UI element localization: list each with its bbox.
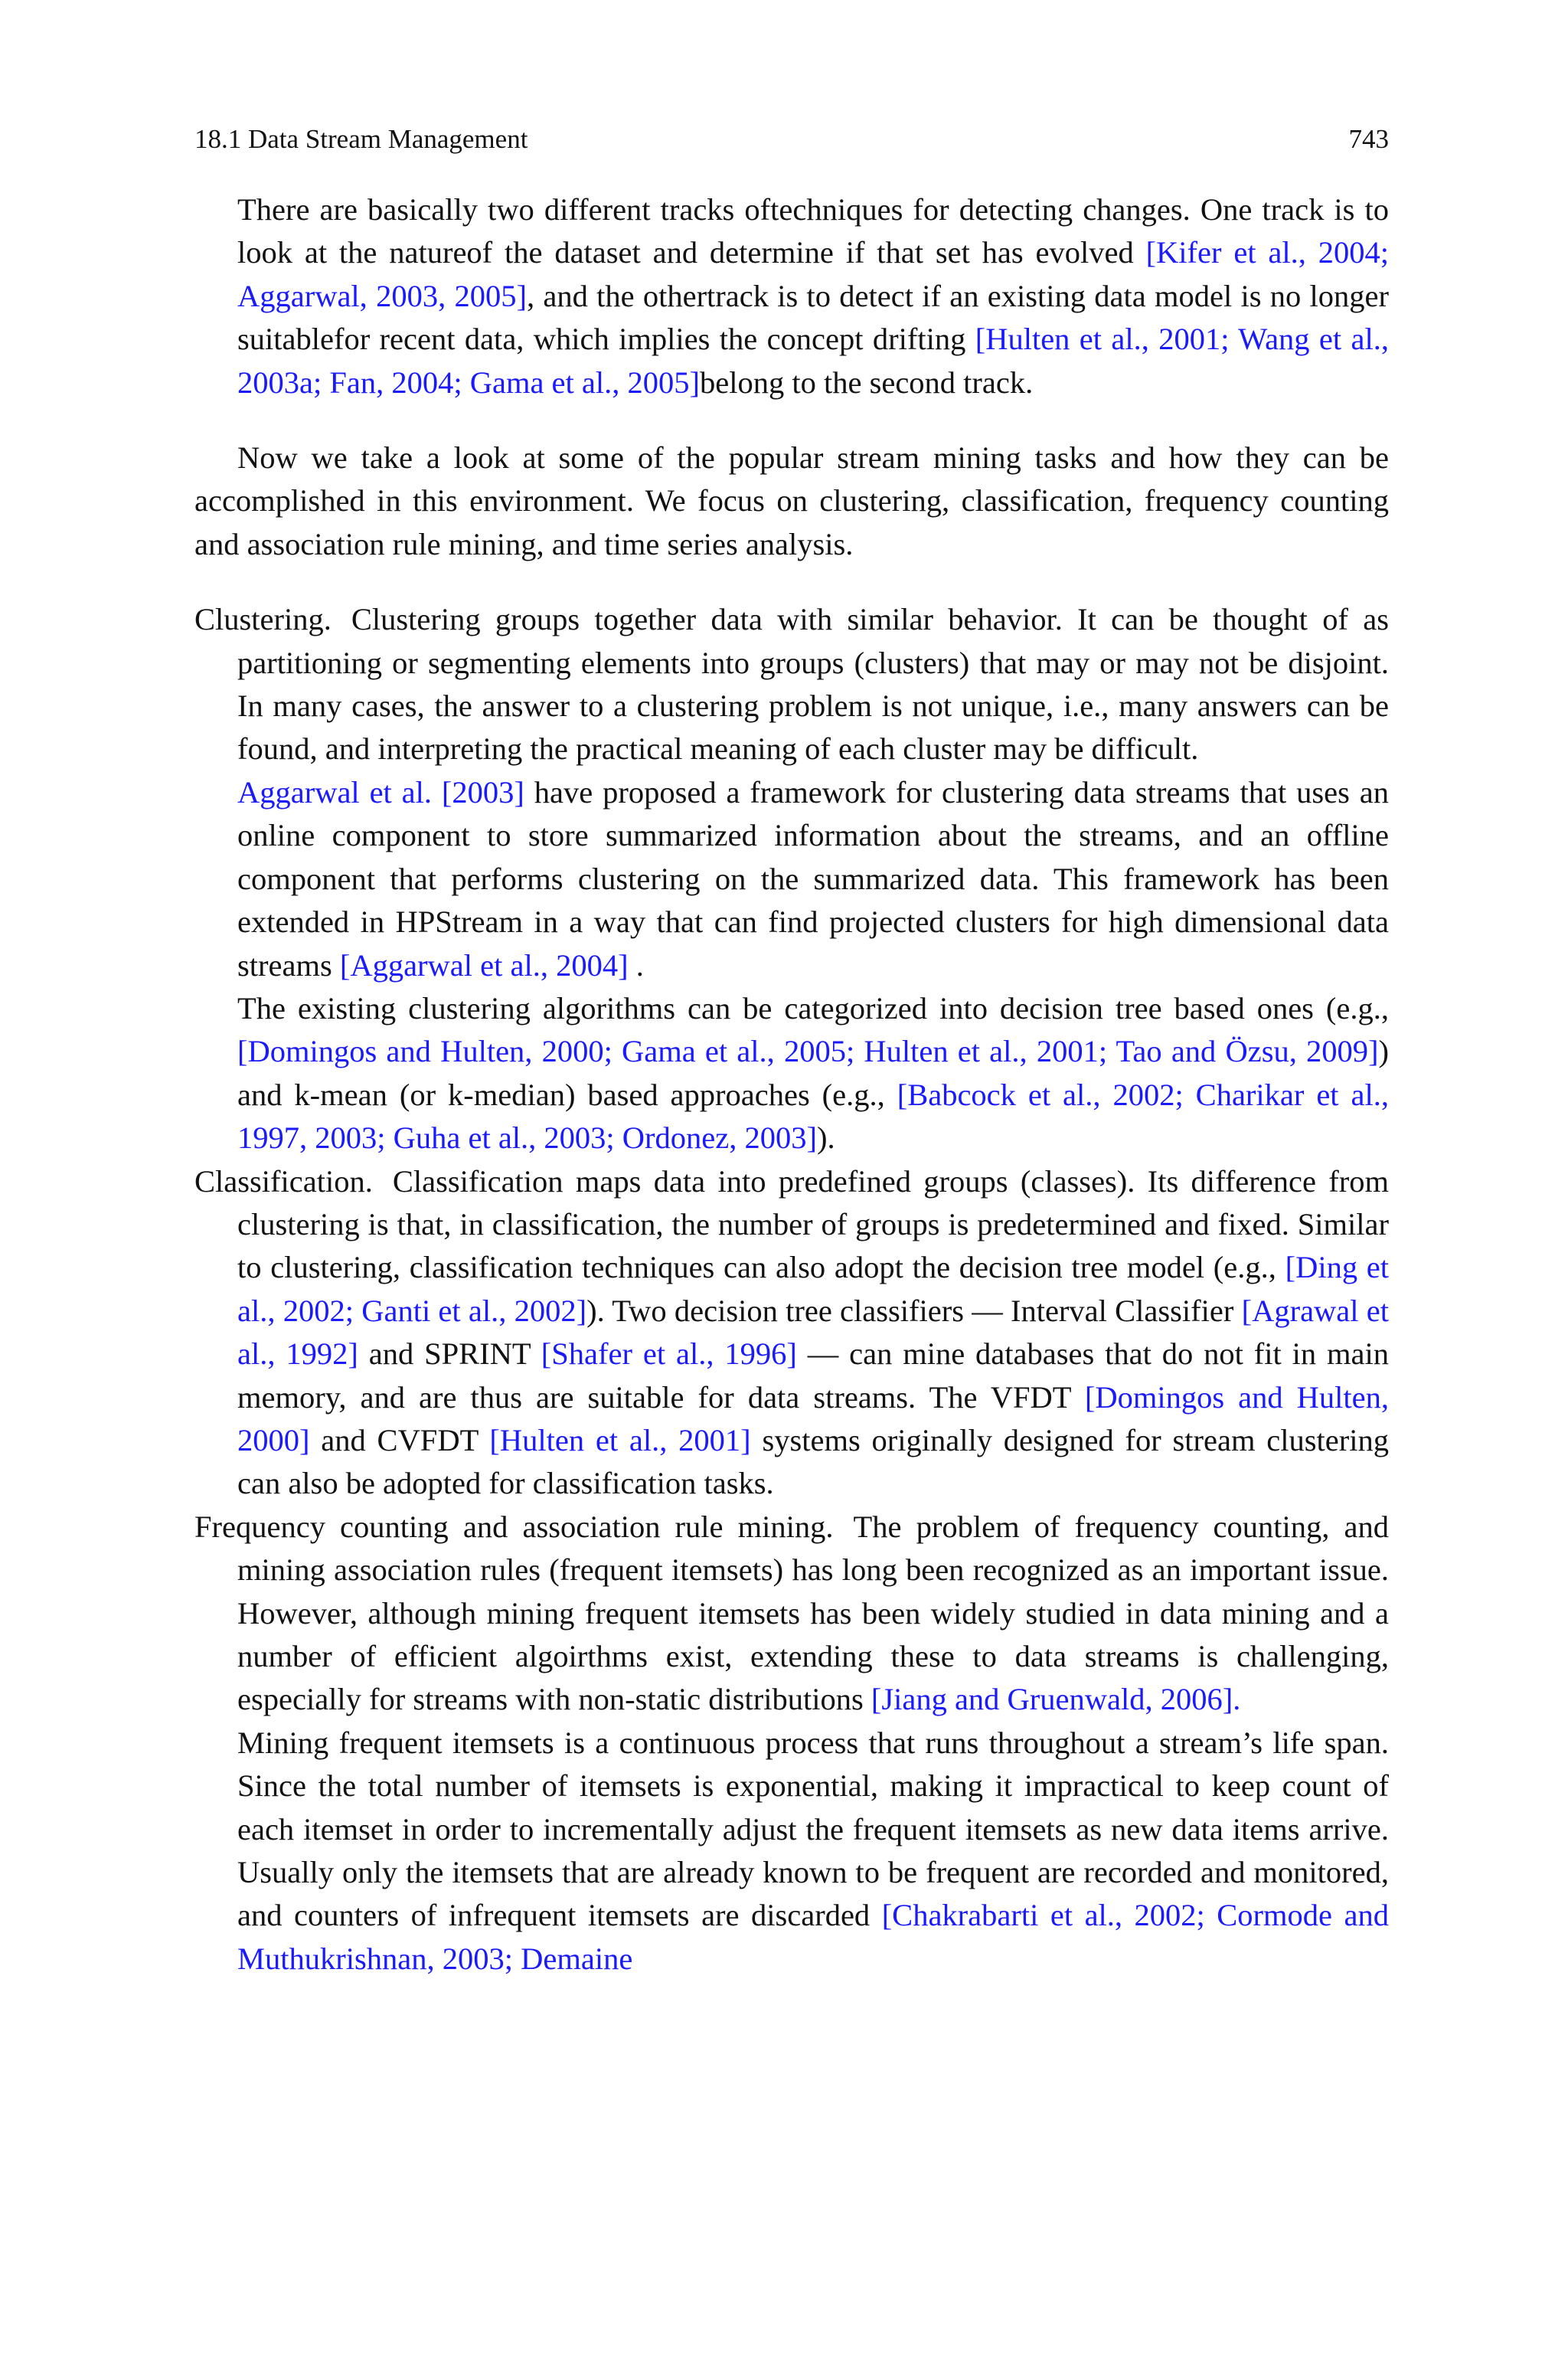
classification-term: Classification. bbox=[194, 1163, 373, 1199]
citation-link[interactable]: [Domingos and Hulten, 2000; Gama et al., 2005; Hulten et al., 2001; Tao and Özsu, 2009] bbox=[237, 1034, 1379, 1069]
citation-link[interactable]: Aggarwal et al. [2003] bbox=[237, 774, 524, 810]
citation-link[interactable]: [Chakrabarti et al., 2002; Cormode and Muthukrishnan, 2003; Demaine bbox=[237, 1898, 1389, 1976]
citation-link[interactable]: [Domingos and Hulten, 2000] bbox=[237, 1379, 1389, 1457]
citation-link[interactable]: [Aggarwal et al., 2004] bbox=[339, 947, 629, 983]
running-head bbox=[194, 123, 1389, 156]
citation-link[interactable]: [Ding et al., 2002; Ganti et al., 2002] bbox=[237, 1250, 1390, 1328]
citation-link[interactable]: [Jiang and Gruenwald, 2006]. bbox=[871, 1682, 1241, 1717]
clustering-section: Clustering. Clustering groups together data with similar behavior. It can be thought of as partitioning or segmenting elements into groups (clusters) that may or may not be disjoint. In many cases, the answer to a clustering problem is not unique, i.e., many answers can be found, and interpreting the practical meaning of each cluster may be difficult. Aggarwal et al. [2003] have proposed a framework for clustering data streams that uses an online component to store summarized information about the streams, and an offline component that performs clustering on the summarized data. This framework has been extended in HPStream in a way that can find projected clusters for high dimensional data streams [Aggarwal et al., 2004] . The existing clustering algorithms can be categorized into decision tree based ones (e.g., [Domingos and Hulten, 2000; Gama et al., 2005; Hulten et al., 2001; Tao and Özsu, 2009]) and k-mean (or k-median) based approaches (e.g., [Babcock et al., 2002; Charikar et al., 1997, 2003; Guha et al., 2003; Ordonez, 2003]). bbox=[194, 602, 1389, 1156]
citation-link[interactable]: [Hulten et al., 2001] bbox=[489, 1422, 751, 1457]
citation-link[interactable]: [Babcock et al., 2002; Charikar et al., 1997, 2003; Guha et al., 2003; Ordonez, 2003] bbox=[237, 1077, 1389, 1156]
classification-section: Classification. Classification maps data into predefined groups (classes). Its difference from clustering is that, in classification, the number of groups is predetermined and fixed. Similar to clustering, classification techniques can also adopt the decision tree model (e.g., [Ding et al., 2002; Ganti et al., 2002]). Two decision tree classifiers — Interval Classifier [Agrawal et al., 1992] and SPRINT [Shafer et al., 1996] — can mine databases that do not fit in main memory, and are thus are suitable for data streams. The VFDT [Domingos and Hulten, 2000] and CVFDT [Hulten et al., 2001] systems originally designed for stream clustering can also be adopted for classification tasks. bbox=[194, 1163, 1390, 1501]
citation-link[interactable]: [Kifer et al., 2004; Aggarwal, 2003, 2005] bbox=[237, 235, 1389, 313]
page-number: 743 bbox=[1348, 124, 1389, 154]
clustering-term: Clustering. bbox=[194, 602, 332, 637]
citation-link[interactable]: [Hulten et al., 2001; Wang et al., 2003a; Fan, 2004; Gama et al., 2005] bbox=[237, 322, 1389, 400]
frequency-term: Frequency counting and association rule mining. bbox=[194, 1509, 834, 1544]
citation-link[interactable]: [Agrawal et al., 1992] bbox=[237, 1293, 1390, 1372]
frequency-section: Frequency counting and association rule mining. The problem of frequency counting, and mining association rules (frequent itemsets) has long been recognized as an important issue. However, although mining frequent itemsets has been widely studied in data mining and a number of efficient algoirthms exist, extending these to data streams is challenging, especially for streams with non-static distributions [Jiang and Gruenwald, 2006]. Mining frequent itemsets is a continuous process that runs throughout a stream’s life span. Since the total number of itemsets is exponential, making it impractical to keep count of each itemset in order to incrementally adjust the frequent itemsets as new data items arrive. Usually only the itemsets that are already known to be frequent are recorded and monitored, and counters of infrequent itemsets are discarded [Chakrabarti et al., 2002; Cormode and Muthukrishnan, 2003; Demaine bbox=[194, 1509, 1390, 1976]
intro-paragraph-2: Now we take a look at some of the popular stream mining tasks and how they can be accomplished in this environment. We focus on clustering, classification, frequency counting and association rule mining, and time series analysis. bbox=[194, 440, 1389, 561]
section-title: 18.1 Data Stream Management bbox=[194, 124, 528, 154]
citation-link[interactable]: [Shafer et al., 1996] bbox=[541, 1336, 797, 1372]
intro-paragraph-1: There are basically two different tracks oftechniques for detecting changes. One track is to look at the natureof the dataset and determine if that set has evolved [Kifer et al., 2004; Aggarwal, 2003, 2005], and the othertrack is to detect if an existing data model is no longer suitablefor recent data, which implies the concept drifting [Hulten et al., 2001; Wang et al., 2003a; Fan, 2004; Gama et al., 2005]belong to the second track. bbox=[237, 192, 1389, 400]
page bbox=[194, 123, 1389, 1981]
